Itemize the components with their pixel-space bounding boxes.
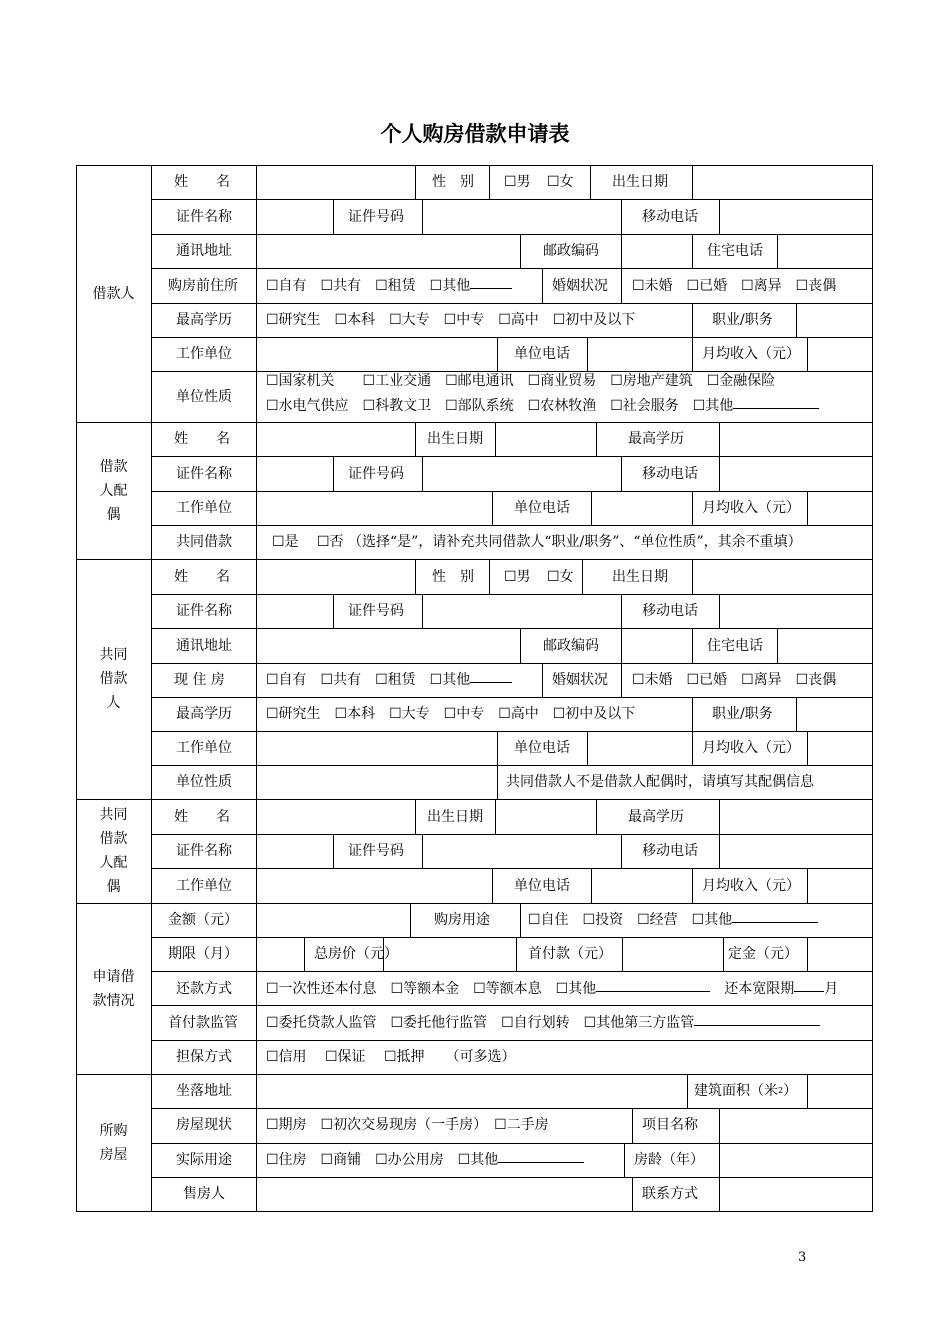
grace-label: 还本宽限期 (724, 981, 795, 997)
section-loan-info (76, 903, 151, 1074)
cell-divider (621, 234, 622, 268)
house-age-label: 房龄（年） (634, 1152, 704, 1168)
co-spouse-work-phone-label: 单位电话 (514, 878, 570, 894)
page-number: 3 (798, 1250, 807, 1265)
cell-divider (807, 1074, 808, 1108)
spouse-education-label: 最高学历 (628, 431, 684, 447)
section-borrower-spouse-label: 借款人配偶 (99, 458, 128, 523)
cell-divider (621, 594, 622, 628)
cell-divider (582, 559, 583, 594)
section-co-borrower-spouse-label: 共同借款人配偶 (99, 807, 128, 895)
cell-divider (622, 937, 623, 971)
cell-divider (415, 799, 416, 834)
purpose-options-text: ☐自住 ☐投资 ☐经营 ☐其他 (528, 912, 733, 928)
cell-divider (422, 199, 423, 234)
row-divider (151, 1177, 873, 1178)
co-marital-label: 婚姻状况 (552, 672, 608, 688)
cell-divider (719, 799, 720, 834)
spouse-birth-label: 出生日期 (427, 431, 483, 447)
residence-options[interactable] (266, 269, 512, 303)
loan-application-form (76, 165, 873, 1212)
co-spouse-mobile-label: 移动电话 (642, 843, 698, 859)
cell-divider (410, 903, 411, 937)
repay-options[interactable] (266, 972, 838, 1006)
house-status-options[interactable]: ☐期房 ☐初次交易现房（一手房） ☐二手房 (266, 1117, 549, 1133)
cell-divider (777, 234, 778, 268)
co-job-label: 职业/职务 (712, 706, 773, 722)
org-type-label: 单位性质 (176, 389, 232, 405)
cell-divider (632, 1108, 633, 1143)
cell-divider (692, 559, 693, 594)
co-male-checkbox[interactable]: ☐男 (504, 569, 531, 585)
cell-divider (333, 456, 334, 491)
co-spouse-education-label: 最高学历 (628, 809, 684, 825)
co-spouse-id-no-label: 证件号码 (348, 843, 404, 859)
cell-divider (596, 422, 597, 456)
section-column-divider (151, 165, 152, 1212)
org-other-blank[interactable] (733, 407, 819, 409)
cell-divider (692, 337, 693, 371)
cell-divider (632, 1177, 633, 1211)
cell-divider (542, 663, 543, 697)
cell-divider (542, 268, 543, 303)
location-label: 坐落地址 (176, 1083, 232, 1099)
dp-other-blank[interactable] (694, 1024, 820, 1026)
cell-divider (333, 834, 334, 868)
cell-divider (497, 337, 498, 371)
joint-loan-options[interactable]: ☐是 ☐否 （选择“是”，请补充共同借款人“职业/职务”、“单位性质”，其余不重填） (272, 534, 802, 550)
cell-divider (520, 234, 521, 268)
house-status-label: 房屋现状 (176, 1117, 232, 1133)
section-borrower-label: 借款人 (92, 285, 135, 302)
cell-divider (422, 594, 423, 628)
postcode-label: 邮政编码 (543, 243, 599, 259)
cell-divider (719, 1108, 720, 1143)
prev-residence-label: 购房前住所 (168, 278, 238, 294)
cell-divider (415, 559, 416, 594)
table-border-bottom (76, 1211, 873, 1212)
row-divider (151, 834, 873, 835)
seller-label: 售房人 (183, 1186, 225, 1202)
cell-divider (624, 1143, 625, 1177)
mobile-label: 移动电话 (642, 209, 698, 225)
row-divider (151, 628, 873, 629)
row-divider (151, 456, 873, 457)
cell-divider (621, 663, 622, 697)
cell-divider (719, 456, 720, 491)
co-address-label: 通讯地址 (176, 638, 232, 654)
org-type-options-row2[interactable] (266, 393, 819, 419)
co-home-phone-label: 住宅电话 (707, 638, 763, 654)
co-residence-options-text: ☐自有 ☐共有 ☐租赁 ☐其他 (266, 672, 471, 688)
cell-divider (621, 834, 622, 868)
cell-divider (621, 199, 622, 234)
cell-divider (692, 234, 693, 268)
male-checkbox[interactable]: ☐男 (504, 174, 531, 190)
address-label: 通讯地址 (176, 243, 232, 259)
spouse-income-label: 月均收入（元） (702, 500, 800, 516)
cell-divider (520, 628, 521, 663)
page-title: 个人购房借款申请表 (380, 122, 570, 146)
co-spouse-name-label: 姓 名 (174, 809, 230, 825)
co-gender-label: 性 别 (432, 569, 474, 585)
cell-divider (692, 628, 693, 663)
month-label: 月 (824, 981, 839, 997)
cell-divider (415, 422, 416, 456)
co-other-blank[interactable] (470, 681, 512, 683)
cell-divider (807, 937, 808, 971)
co-id-no-label: 证件号码 (348, 603, 404, 619)
cell-divider (807, 731, 808, 765)
dp-options-text: ☐委托贷款人监管 ☐委托他行监管 ☐自行划转 ☐其他第三方监管 (266, 1015, 695, 1031)
birth-label: 出生日期 (612, 174, 668, 190)
contact-label: 联系方式 (642, 1186, 698, 1202)
section-co-borrower-spouse (76, 799, 151, 903)
area-label-close: ） (783, 1083, 798, 1099)
cell-divider (422, 456, 423, 491)
income-label: 月均收入（元） (702, 346, 800, 362)
dp-supervision-label: 首付款监管 (168, 1015, 238, 1031)
purpose-options[interactable] (528, 903, 818, 937)
co-mobile-label: 移动电话 (642, 603, 698, 619)
female-checkbox[interactable]: ☐女 (547, 174, 574, 190)
co-spouse-id-type-label: 证件名称 (176, 843, 232, 859)
cell-divider (495, 799, 496, 834)
id-no-label: 证件号码 (348, 209, 404, 225)
table-border-right (872, 165, 873, 1212)
co-birth-label: 出生日期 (612, 569, 668, 585)
purpose-label: 购房用途 (434, 912, 490, 928)
spouse-id-type-label: 证件名称 (176, 466, 232, 482)
cell-divider (796, 697, 797, 731)
co-work-phone-label: 单位电话 (514, 740, 570, 756)
co-employer-label: 工作单位 (176, 740, 232, 756)
cell-divider (333, 199, 334, 234)
co-education-options[interactable]: ☐研究生 ☐本科 ☐大专 ☐中专 ☐高中 ☐初中及以下 (266, 706, 636, 722)
cell-divider (497, 765, 498, 799)
org-type-options-row1[interactable]: ☐国家机关 ☐工业交通 ☐邮电通讯 ☐商业贸易 ☐房地产建筑 ☐金融保险 (266, 373, 776, 389)
cell-divider (807, 868, 808, 903)
co-marital-options[interactable]: ☐未婚 ☐已婚 ☐离异 ☐丧偶 (632, 672, 837, 688)
co-org-type-label: 单位性质 (176, 774, 232, 790)
guarantee-label: 担保方式 (176, 1049, 232, 1065)
cell-divider (807, 337, 808, 371)
row-divider (151, 199, 873, 200)
cell-divider (719, 422, 720, 456)
section-borrower-spouse (76, 422, 151, 559)
marital-label: 婚姻状况 (552, 278, 608, 294)
spouse-mobile-label: 移动电话 (642, 466, 698, 482)
row-divider (151, 594, 873, 595)
repay-other-blank[interactable] (596, 990, 710, 992)
section-co-borrower (76, 559, 151, 799)
spouse-work-phone-label: 单位电话 (514, 500, 570, 516)
cell-divider (591, 868, 592, 903)
row-divider (151, 234, 873, 235)
id-type-label: 证件名称 (176, 209, 232, 225)
section-house (76, 1074, 151, 1211)
cell-divider (415, 165, 416, 199)
org-type-options-row2-text: ☐水电气供应 ☐科教文卫 ☐部队系统 ☐农林牧渔 ☐社会服务 ☐其他 (266, 398, 734, 414)
section-house-label: 所购房屋 (99, 1122, 128, 1163)
co-name-label: 姓 名 (174, 569, 230, 585)
cell-divider (719, 199, 720, 234)
co-id-type-label: 证件名称 (176, 603, 232, 619)
cell-divider (304, 937, 305, 971)
cell-divider (719, 834, 720, 868)
cell-divider (621, 628, 622, 663)
cell-divider (495, 422, 496, 456)
marital-options[interactable]: ☐未婚 ☐已婚 ☐离异 ☐丧偶 (632, 278, 837, 294)
use-other-blank[interactable] (498, 1161, 584, 1163)
other-blank[interactable] (470, 287, 512, 289)
dp-options[interactable] (266, 1006, 820, 1040)
area-unit-superscript: 2 (778, 1086, 784, 1095)
cell-divider (489, 165, 490, 199)
guarantee-options[interactable]: ☐信用 ☐保证 ☐抵押 （可多选） (266, 1049, 516, 1065)
cell-divider (492, 868, 493, 903)
job-label: 职业/职务 (712, 312, 773, 328)
project-label: 项目名称 (642, 1117, 698, 1133)
cell-divider (489, 559, 490, 594)
down-payment-label: 首付款（元） (528, 946, 612, 962)
spouse-employer-label: 工作单位 (176, 500, 232, 516)
cell-divider (692, 303, 693, 337)
grace-blank[interactable] (794, 990, 824, 992)
cell-divider (719, 594, 720, 628)
cell-divider (723, 937, 724, 971)
actual-use-label: 实际用途 (176, 1152, 232, 1168)
work-phone-label: 单位电话 (514, 346, 570, 362)
co-income-label: 月均收入（元） (702, 740, 800, 756)
area-label (694, 1074, 797, 1108)
use-options[interactable] (266, 1143, 584, 1177)
co-female-checkbox[interactable]: ☐女 (547, 569, 574, 585)
cell-divider (692, 868, 693, 903)
cell-divider (333, 594, 334, 628)
co-spouse-income-label: 月均收入（元） (702, 878, 800, 894)
gender-label: 性 别 (432, 174, 474, 190)
cell-divider (596, 799, 597, 834)
spouse-name-label: 姓 名 (174, 431, 230, 447)
employer-label: 工作单位 (176, 346, 232, 362)
cell-divider (516, 937, 517, 971)
cell-divider (719, 1177, 720, 1211)
co-spouse-note: 共同借款人不是借款人配偶时，请填写其配偶信息 (506, 774, 814, 790)
co-residence-label: 现 住 房 (174, 672, 225, 688)
section-loan-info-label: 申请借款情况 (92, 968, 135, 1009)
name-label: 姓 名 (174, 174, 230, 190)
cell-divider (621, 268, 622, 303)
cell-divider (692, 491, 693, 525)
section-borrower (76, 165, 151, 422)
home-phone-label: 住宅电话 (707, 243, 763, 259)
cell-divider (587, 337, 588, 371)
spouse-id-no-label: 证件号码 (348, 466, 404, 482)
co-spouse-employer-label: 工作单位 (176, 878, 232, 894)
residence-options-text: ☐自有 ☐共有 ☐租赁 ☐其他 (266, 278, 471, 294)
cell-divider (807, 491, 808, 525)
cell-divider (590, 165, 591, 199)
label-column-divider (256, 165, 257, 1212)
education-options[interactable]: ☐研究生 ☐本科 ☐大专 ☐中专 ☐高中 ☐初中及以下 (266, 312, 636, 328)
co-residence-options[interactable] (266, 663, 512, 697)
cell-divider (692, 165, 693, 199)
cell-divider (520, 903, 521, 937)
cell-divider (591, 491, 592, 525)
education-label: 最高学历 (176, 312, 232, 328)
name-field[interactable] (256, 165, 415, 199)
purpose-other-blank[interactable] (732, 921, 818, 923)
cell-divider (497, 731, 498, 765)
cell-divider (692, 731, 693, 765)
repay-method-label: 还款方式 (176, 981, 232, 997)
cell-divider (687, 1074, 688, 1108)
cell-divider (777, 628, 778, 663)
cell-divider (587, 731, 588, 765)
co-postcode-label: 邮政编码 (543, 638, 599, 654)
area-label-text: 建筑面积（米 (694, 1083, 778, 1099)
repay-options-text: ☐一次性还本付息 ☐等额本金 ☐等额本息 ☐其他 (266, 981, 597, 997)
cell-divider (719, 1143, 720, 1177)
cell-divider (621, 456, 622, 491)
co-spouse-birth-label: 出生日期 (427, 809, 483, 825)
joint-loan-label: 共同借款 (176, 534, 232, 550)
amount-label: 金额（元） (168, 912, 238, 928)
cell-divider (492, 491, 493, 525)
total-price-label: 总房价（元） (314, 946, 398, 962)
use-options-text: ☐住房 ☐商铺 ☐办公用房 ☐其他 (266, 1152, 499, 1168)
co-education-label: 最高学历 (176, 706, 232, 722)
cell-divider (796, 303, 797, 337)
term-label: 期限（月） (168, 946, 238, 962)
section-co-borrower-label: 共同借款人 (99, 647, 128, 711)
cell-divider (422, 834, 423, 868)
cell-divider (692, 697, 693, 731)
deposit-label: 定金（元） (728, 946, 798, 962)
